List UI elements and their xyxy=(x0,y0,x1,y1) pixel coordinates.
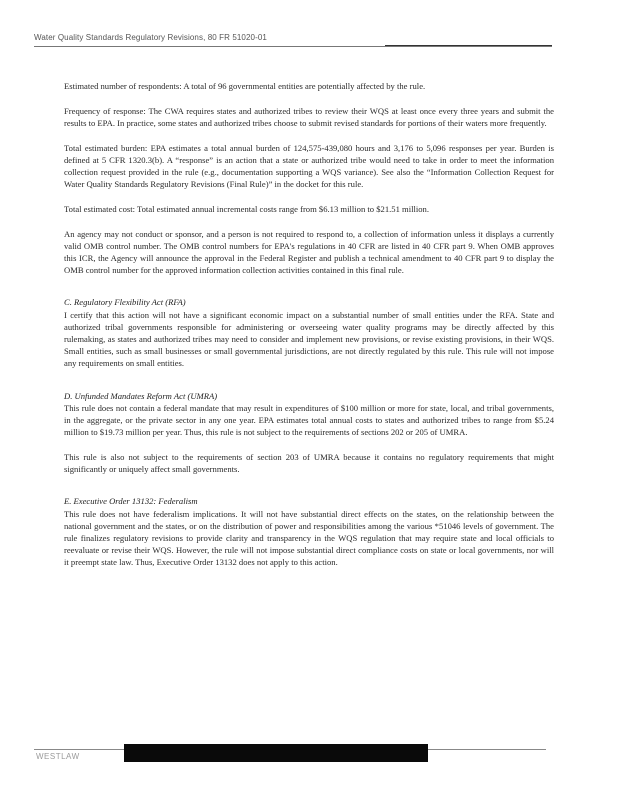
document-header: Water Quality Standards Regulatory Revisions, 80 FR 51020-01 xyxy=(34,33,267,42)
section-heading-umra: D. Unfunded Mandates Reform Act (UMRA) xyxy=(64,390,218,401)
section-body-umra: This rule does not contain a federal mandate that may result in expenditures of $100 million or more for state, local, and tribal governments, in the aggregate, or the private sector in any one year. EPA estimates total annual costs to states and authorized tribes to range from $5.24 million to $19.73 million per year. Thus, this rule is not subject to the requirements of sections 202 or 205 of UMRA. xyxy=(64,402,554,438)
section-body-umra-2: This rule is also not subject to the requirements of section 203 of UMRA because it contains no regulatory requirements that might significantly or uniquely affect small governments. xyxy=(64,451,554,475)
paragraph-cost: Total estimated cost: Total estimated annual incremental costs range from $6.13 million to $21.51 million. xyxy=(64,203,429,214)
paragraph-omb: An agency may not conduct or sponsor, and a person is not required to respond to, a collection of information unless it displays a currently valid OMB control number. The OMB control numbers for EPA's regulations in 40 CFR are listed in 40 CFR part 9. When OMB approves this ICR, the Agency will announce the approval in the Federal Register and publish a technical amendment to 40 CFR part 9 to display the OMB control number for the approved information collection activities contained in this final rule. xyxy=(64,228,554,276)
paragraph-respondents: Estimated number of respondents: A total of 96 governmental entities are potentially affected by the rule. xyxy=(64,81,426,91)
redaction-bar xyxy=(124,744,428,762)
header-divider-accent xyxy=(385,45,552,46)
section-heading-rfa: C. Regulatory Flexibility Act (RFA) xyxy=(64,297,186,308)
section-heading-federalism: E. Executive Order 13132: Federalism xyxy=(64,496,198,507)
section-body-federalism: This rule does not have federalism implications. It will not have substantial direct effects on the states, on the relationship between the national government and the states, or on the distribution of power and responsibilities among the various *51046 levels of government. The rule finalizes regulatory revisions to provide clarity and transparency in the WQS regulation that may require state and local officials to reevaluate or revise their WQS. However, the rule will not impose substantial direct compliance costs on state or local governments, nor will it preempt state law. Thus, Executive Order 13132 does not apply to this action. xyxy=(64,508,554,568)
paragraph-frequency: Frequency of response: The CWA requires states and authorized tribes to review their WQS at least once every three years and submit the results to EPA. In practice, some states and authorized tribes choose to submit revised standards for portions of their waters more frequently. xyxy=(64,105,554,128)
footer-brand: WESTLAW xyxy=(36,752,80,761)
document-body xyxy=(64,80,554,581)
section-body-rfa: I certify that this action will not have a significant economic impact on a substantial number of small entities under the RFA. State and authorized tribal governments responsible for administering or overseeing water quality programs may be directly affected by this rulemaking, as states and authorized tribes may need to consider and implement new provisions, or revise existing provisions, in their WQS. Small entities, such as small businesses or small governmental jurisdictions, are not directly regulated by this rule. This rule will not impose any requirements on small entities. xyxy=(64,309,554,369)
paragraph-burden: Total estimated burden: EPA estimates a total annual burden of 124,575-439,080 hours and 3,176 to 5,096 responses per year. Burden is defined at 5 CFR 1320.3(b). A “response” is an action that a state or authorized tribe would need to take in order to meet the information collection request provided in the rule (e.g., documentation supporting a WQS variance). See also the “Information Collection Request for Water Quality Standards Regulatory Revisions (Final Rule)” in the docket for this rule. xyxy=(64,142,554,190)
header-divider xyxy=(34,46,552,47)
